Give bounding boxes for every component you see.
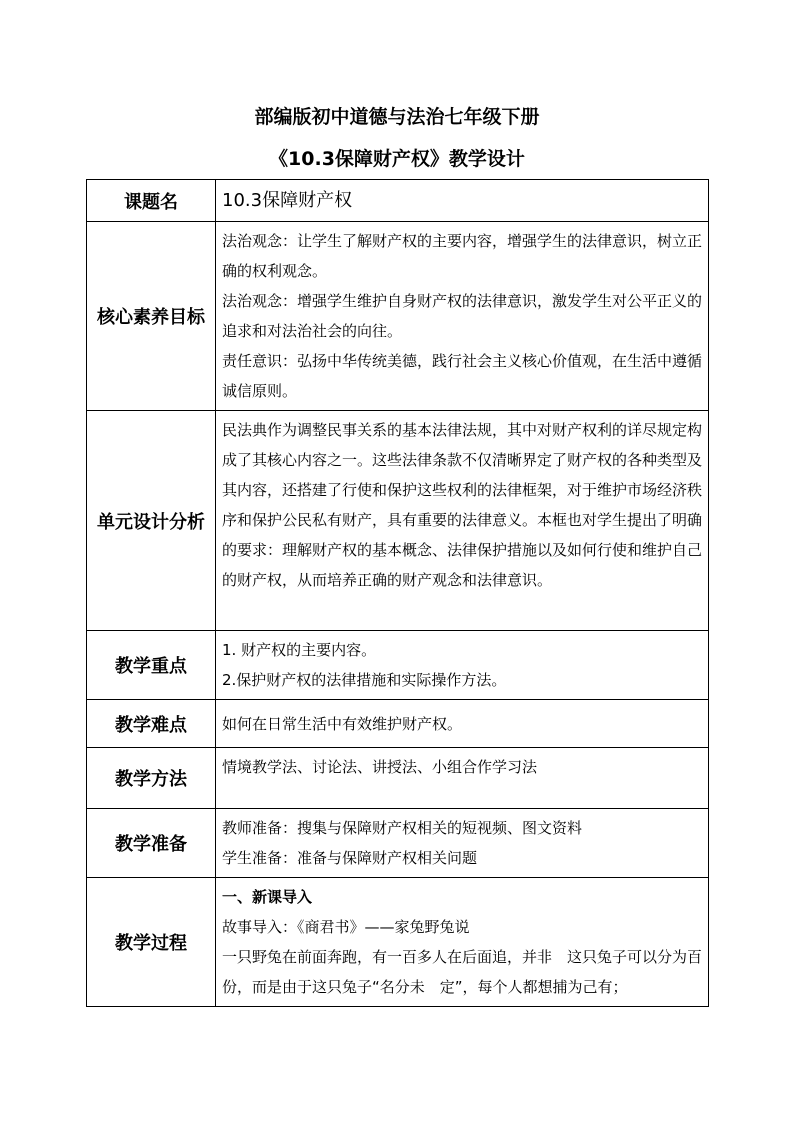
- goal-item: 法治观念：增强学生维护自身财产权的法律意识，激发学生对公平正义的追求和对法治社会的向往。: [222, 292, 703, 340]
- value-goals: [216, 222, 709, 411]
- label-difficulty: 教学难点: [87, 700, 216, 748]
- goal-item: 法治观念：让学生了解财产权的主要内容，增强学生的法律意识，树立正确的权利观念。: [222, 232, 703, 280]
- analysis-text: 民法典作为调整民事关系的基本法律法规，其中对财产权利的详尽规定构成了其核心内容之一。这些法律条款不仅清晰界定了财产权的各种类型及其内容，还搭建了行使和保护这些权利的法律框架，对于维护市场经济秩序和保护公民私有财产，具有重要的法律意义。本框也对学生提出了明确的要求：理解财产权的基本概念、法律保护措施以及如何行使和维护自己的财产权，从而培养正确的财产观念和法律意识。: [222, 421, 703, 589]
- value-process: [216, 878, 709, 1007]
- row-methods: [87, 748, 709, 809]
- preparation-item: 教师准备：搜集与保障财产权相关的短视频、图文资料: [222, 819, 583, 837]
- label-key-points: 教学重点: [87, 631, 216, 700]
- label-methods: 教学方法: [87, 748, 216, 809]
- value-analysis: [216, 411, 709, 631]
- story-text: 一只野兔在前面奔跑，有一百多人在后面追，并非 这只兔子可以分为百份，而是由于这只兔子“名分未 定”，每个人都想捕为己有；: [222, 948, 703, 996]
- value-methods: 情境教学法、讨论法、讲授法、小组合作学习法: [216, 748, 709, 809]
- row-preparation: [87, 809, 709, 878]
- row-analysis: [87, 411, 709, 631]
- value-preparation: [216, 809, 709, 878]
- label-analysis: 单元设计分析: [87, 411, 216, 631]
- row-goals: [87, 222, 709, 411]
- key-point-item: 2.保护财产权的法律措施和实际操作方法。: [222, 671, 507, 689]
- row-topic: [87, 180, 709, 222]
- row-difficulty: [87, 700, 709, 748]
- label-preparation: 教学准备: [87, 809, 216, 878]
- document-subtitle: 《10.3保障财产权》教学设计: [269, 148, 525, 170]
- document-title: 部编版初中道德与法治七年级下册: [254, 106, 540, 128]
- value-topic: 10.3保障财产权: [216, 180, 709, 222]
- preparation-item: 学生准备：准备与保障财产权相关问题: [222, 849, 478, 867]
- lesson-plan-table: [86, 179, 709, 1007]
- row-key-points: [87, 631, 709, 700]
- label-topic: 课题名: [87, 180, 216, 222]
- story-title: 故事导入：《商君书》——家兔野兔说: [222, 918, 470, 936]
- key-point-item: 1. 财产权的主要内容。: [222, 641, 377, 659]
- label-goals: 核心素养目标: [87, 222, 216, 411]
- row-process: [87, 878, 709, 1007]
- section-heading: 一、新课导入: [222, 888, 313, 906]
- value-difficulty: 如何在日常生活中有效维护财产权。: [216, 700, 709, 748]
- value-key-points: [216, 631, 709, 700]
- label-process: 教学过程: [87, 878, 216, 1007]
- goal-item: 责任意识：弘扬中华传统美德，践行社会主义核心价值观，在生活中遵循诚信原则。: [222, 352, 703, 400]
